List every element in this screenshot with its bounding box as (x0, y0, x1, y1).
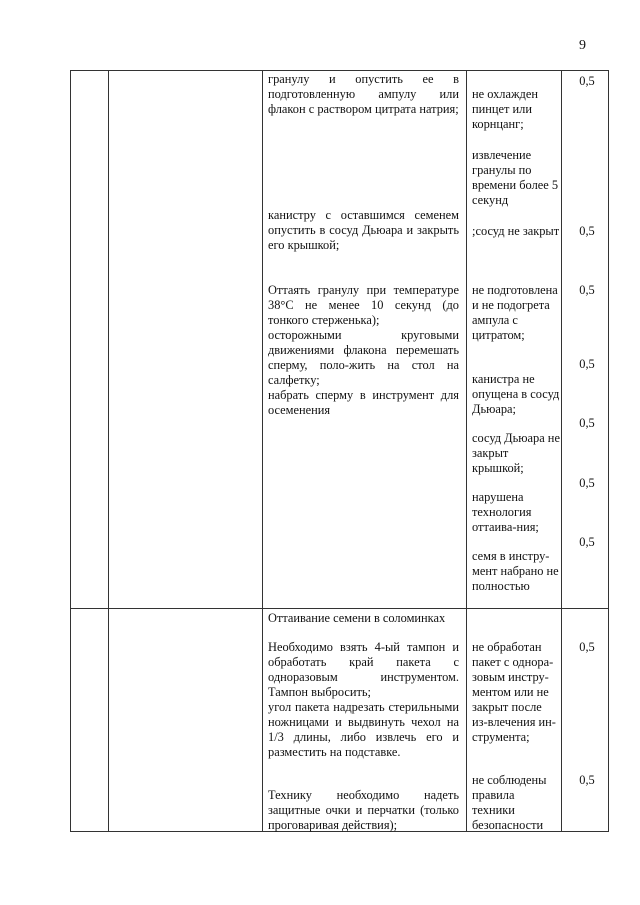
score-value: 0,5 (579, 535, 595, 549)
error-text: ;сосуд не закрыт (472, 224, 560, 238)
error-text: канистра не опущена в сосуд Дьюара; (472, 372, 560, 416)
table-border-left (70, 70, 71, 832)
table-col-divider-2 (262, 70, 263, 832)
error-text: извлечение гранулы по времени более 5 секунд (472, 148, 559, 207)
score-value: 0,5 (579, 283, 595, 297)
score-value: 0,5 (579, 74, 595, 88)
score-value: 0,5 (579, 224, 595, 238)
error-text: нарушена технология оттаива-ния; (472, 490, 539, 534)
instruction-text: набрать сперму в инструмент для осеменения (268, 388, 459, 417)
error-text: не обработан пакет с однора-зовым инстру-ментом или не закрыт после из-влечения ин-струмента; (472, 640, 556, 744)
error-text: не соблюдены правила техники безопасности (472, 773, 547, 832)
table-col-divider-1 (108, 70, 109, 832)
instruction-text: угол пакета надрезать стерильными ножницами и выдвинуть чехол на 1/3 длины, либо извлечь его и разместить на подставке. (268, 700, 459, 759)
score-value: 0,5 (579, 476, 595, 490)
score-value: 0,5 (579, 357, 595, 371)
error-text: не подготовлена и не подогрета ампула с цитратом; (472, 283, 558, 342)
error-text: семя в инстру-мент набрано не полностью (472, 549, 559, 593)
instruction-text: гранулу и опустить ее в подготовленную ампулу или флакон с раствором цитрата натрия; (268, 72, 459, 116)
page-number: 9 (579, 38, 586, 53)
table-col-divider-3 (466, 70, 467, 832)
score-value: 0,5 (579, 416, 595, 430)
table-border-right (608, 70, 609, 832)
instruction-text: осторожными круговыми движениями флакона перемешать сперму, поло-жить на стол на салфетку; (268, 328, 459, 387)
table-row-divider (70, 608, 609, 609)
section2-title: Оттаивание семени в соломинках (268, 611, 446, 625)
score-value: 0,5 (579, 773, 595, 787)
instruction-text: Оттаять гранулу при температуре 38°С не менее 10 секунд (до тонкого стерженька); (268, 283, 459, 327)
instruction-text: Необходимо взять 4-ый тампон и обработать край пакета с одноразовым инструментом. Тампон выбросить; (268, 640, 459, 699)
error-text: не охлажден пинцет или корнцанг; (472, 87, 538, 131)
error-text: сосуд Дьюара не закрыт крышкой; (472, 431, 560, 475)
score-value: 0,5 (579, 640, 595, 654)
instruction-text: канистру с оставшимся семенем опустить в сосуд Дьюара и закрыть его крышкой; (268, 208, 459, 252)
table-col-divider-4 (561, 70, 562, 832)
table-border-top (70, 70, 609, 71)
instruction-text: Технику необходимо надеть защитные очки и перчатки (только проговаривая действия); (268, 788, 459, 832)
